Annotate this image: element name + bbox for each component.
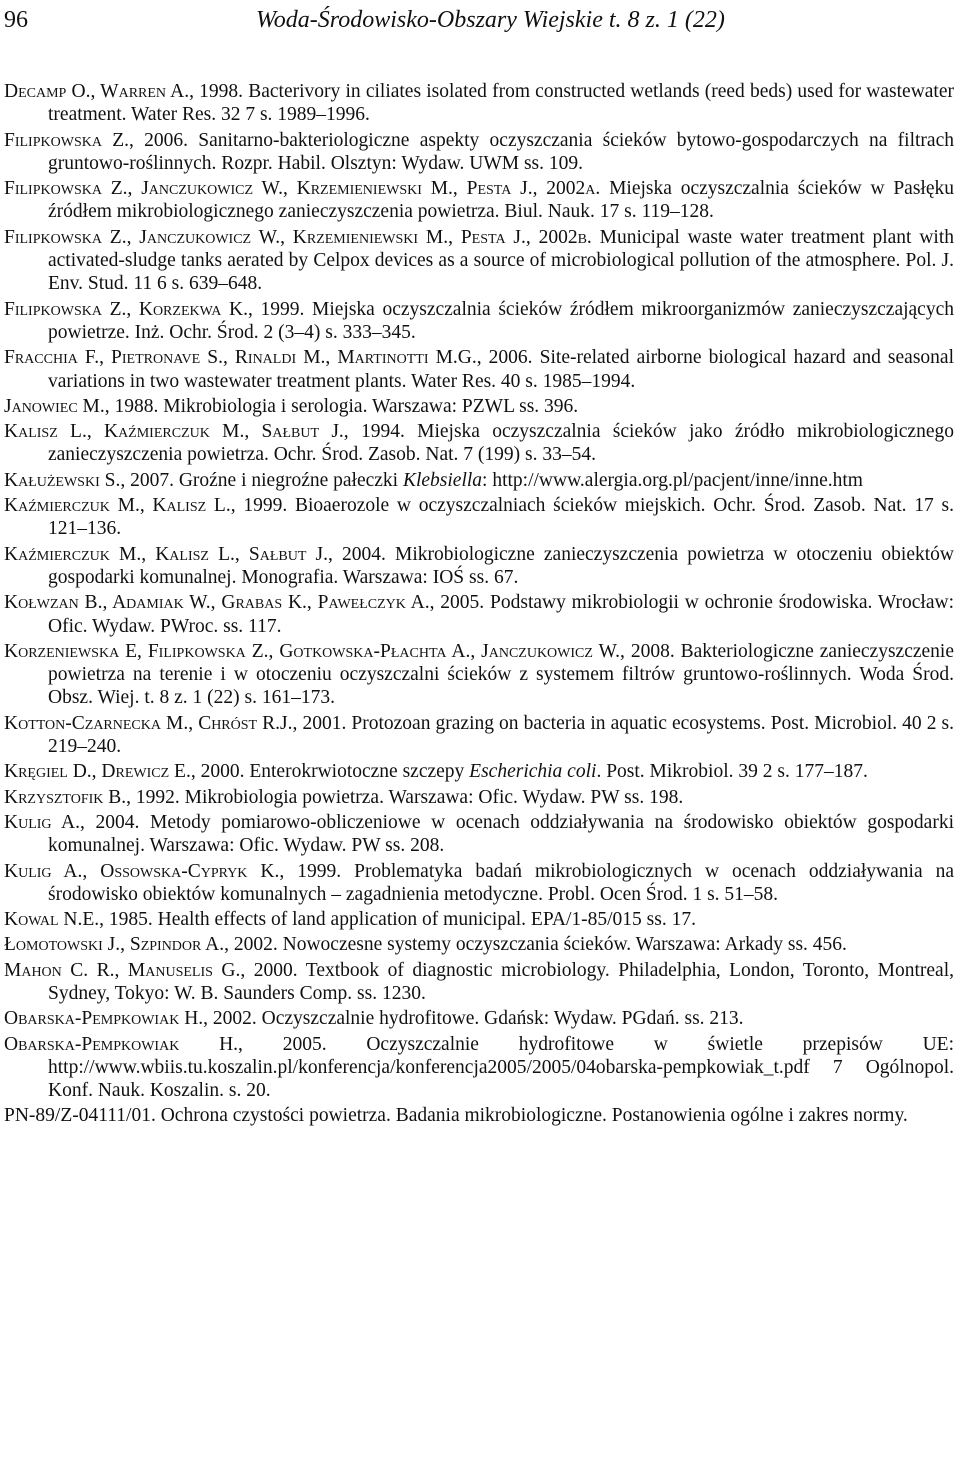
reference-entry <box>4 129 954 176</box>
reference-entry <box>4 494 954 541</box>
reference-authors: Kałużewski S., 2007. <box>4 469 174 491</box>
reference-authors: Kołwzan B., Adamiak W., Grabas K., Pawełczyk A., 2005. <box>4 592 485 614</box>
reference-text: . Post. Mikrobiol. 39 2 s. 177–187. <box>596 761 868 783</box>
reference-authors: Decamp O., Warren A., 1998. <box>4 81 244 102</box>
journal-title: Woda-Środowisko-Obszary Wiejskie t. 8 z. 1 (22) <box>256 7 725 33</box>
reference-text: Groźne i niegroźne pałeczki <box>173 469 403 491</box>
reference-authors: Kulig A., Ossowska-Cypryk K., 1999. <box>4 860 342 882</box>
reference-text: Health effects of land application of municipal. EPA/1-85/015 ss. 17. <box>152 909 696 931</box>
reference-authors: Mahon C. R., Manuselis G., 2000. <box>4 959 298 981</box>
reference-text: Oczyszczalnie hydrofitowe w świetle przepisów UE: http://www.wbiis.tu.koszalin.pl/konferencja/konferencja2005/2005/04obarska-pempkowiak_t.pdf 7 Ogólnopol. Konf. Nauk. Koszalin. s. 20. <box>48 1033 954 1102</box>
reference-text: PN-89/Z-04111/01. Ochrona czystości powietrza. Badania mikrobiologiczne. Postanowienia ogólne i zakres normy. <box>4 1105 908 1127</box>
reference-authors: Filipkowska Z., Korzekwa K., 1999. <box>4 298 305 320</box>
reference-text: Mikrobiologiczne zanieczyszczenia powietrza w otoczeniu obiektów gospodarki komunalnej. Monografia. Warszawa: IOŚ ss. 67. <box>48 543 954 588</box>
reference-authors: Kaźmierczuk M., Kalisz L., Sałbut J., 2004. <box>4 543 386 565</box>
reference-authors: Obarska-Pempkowiak H., 2005. <box>4 1033 327 1055</box>
reference-authors: Kowal N.E., 1985. <box>4 909 153 931</box>
reference-text: Mikrobiologia i serologia. Warszawa: PZWL ss. 396. <box>158 395 579 417</box>
reference-list <box>4 80 954 1130</box>
reference-entry <box>4 395 954 418</box>
reference-text: Metody pomiarowo-obliczeniowe w ocenach oddziaływania na środowisko obiektów gospodarki komunalnej. Warszawa: Ofic. Wydaw. PW ss. 208. <box>48 811 954 857</box>
reference-entry <box>4 860 954 907</box>
reference-authors: Filipkowska Z., Janczukowicz W., Krzemieniewski M., Pesta J., 2002a. <box>4 178 601 200</box>
reference-text: Podstawy mikrobiologii w ochronie środowiska. Wrocław: Ofic. Wydaw. PWroc. ss. 117. <box>48 592 954 637</box>
reference-authors: Kulig A., 2004. <box>4 811 140 833</box>
reference-entry <box>4 640 954 710</box>
reference-italic-term: Escherichia coli <box>469 761 597 783</box>
reference-entry <box>4 346 954 393</box>
reference-entry <box>4 1007 954 1030</box>
reference-text: Municipal waste water treatment plant with activated-sludge tanks aerated by Celpox devices as a source of microbiological pollution of the atmosphere. Pol. J. Env. Stud. 11 6 s. 639–648. <box>48 226 954 295</box>
reference-entry <box>4 226 954 296</box>
reference-authors: Łomotowski J., Szpindor A., 2002. <box>4 934 278 956</box>
reference-authors: Janowiec M., 1988. <box>4 395 159 417</box>
reference-entry <box>4 811 954 858</box>
reference-text: Bakteriologiczne zanieczyszczenie powietrza na terenie i w otoczeniu oczyszczalni ścieków z systemem filtrów gruntowo-roślinnych. Woda Środ. Obsz. Wiej. t. 8 z. 1 (22) s. 161–173. <box>48 640 954 709</box>
reference-authors: Fracchia F., Pietronave S., Rinaldi M., Martinotti M.G., 2006. <box>4 347 533 369</box>
reference-entry <box>4 1033 954 1103</box>
reference-text: Miejska oczyszczalnia ścieków źródłem mikroorganizmów zanieczyszczających powietrze. Inż. Ochr. Środ. 2 (3–4) s. 333–345. <box>48 298 954 343</box>
reference-entry <box>4 786 954 809</box>
reference-text: Nowoczesne systemy oczyszczania ścieków. Warszawa: Arkady ss. 456. <box>277 934 847 956</box>
reference-text: Bacterivory in ciliates isolated from constructed wetlands (reed beds) used for wastewater treatment. Water Res. 32 7 s. 1989–1996. <box>48 81 954 126</box>
reference-authors: Filipkowska Z., 2006. <box>4 129 189 151</box>
reference-authors: Obarska-Pempkowiak H., 2002. <box>4 1008 257 1030</box>
reference-text: Protozoan grazing on bacteria in aquatic ecosystems. Post. Microbiol. 40 2 s. 219–240. <box>48 712 955 758</box>
reference-text: Textbook of diagnostic microbiology. Philadelphia, London, Toronto, Montreal, Sydney, Tokyo: W. B. Saunders Comp. ss. 1230. <box>48 959 954 1004</box>
reference-entry <box>4 543 954 590</box>
reference-entry <box>4 1104 954 1127</box>
reference-authors: Kotton-Czarnecka M., Chróst R.J., 2001. <box>4 712 347 734</box>
reference-entry <box>4 298 954 345</box>
reference-text: Mikrobiologia powietrza. Warszawa: Ofic. Wydaw. PW ss. 198. <box>179 786 684 808</box>
reference-authors: Korzeniewska E, Filipkowska Z., Gotkowska-Płachta A., Janczukowicz W., 2008. <box>4 640 675 662</box>
reference-authors: Kaźmierczuk M., Kalisz L., 1999. <box>4 495 288 517</box>
reference-text: Miejska oczyszczalnia ścieków jako źródło mikrobiologicznego zanieczyszczenia powietrza. Ochr. Środ. Zasob. Nat. 7 (199) s. 33–54. <box>48 421 954 466</box>
reference-entry <box>4 760 954 783</box>
reference-authors: Kręgiel D., Drewicz E., 2000. <box>4 761 245 783</box>
reference-text: Problematyka badań mikrobiologicznych w ocenach oddziaływania na środowisko obiektów komunalnych – zagadnienia metodyczne. Probl. Ocen Środ. 1 s. 51–58. <box>48 860 954 905</box>
reference-italic-term: Klebsiella <box>402 469 483 491</box>
reference-entry <box>4 908 954 931</box>
page-number: 96 <box>4 7 28 33</box>
reference-entry <box>4 80 954 127</box>
reference-text: Enterokrwiotoczne szczepy <box>244 761 470 783</box>
reference-entry <box>4 933 954 956</box>
reference-entry <box>4 712 954 759</box>
reference-authors: Filipkowska Z., Janczukowicz W., Krzemieniewski M., Pesta J., 2002b. <box>4 226 592 248</box>
reference-authors: Kalisz L., Kaźmierczuk M., Sałbut J., 1994. <box>4 421 405 443</box>
page-header <box>4 4 950 40</box>
reference-text: Oczyszczalnie hydrofitowe. Gdańsk: Wydaw. PGdań. ss. 213. <box>256 1008 744 1030</box>
reference-entry <box>4 591 954 638</box>
reference-text: Sanitarno-bakteriologiczne aspekty oczyszczania ścieków bytowo-gospodarczych na filtrach gruntowo-roślinnych. Rozpr. Habil. Olsztyn: Wydaw. UWM ss. 109. <box>48 129 954 174</box>
reference-authors: Krzysztofik B., 1992. <box>4 786 180 808</box>
reference-entry <box>4 959 954 1006</box>
reference-entry <box>4 177 954 224</box>
reference-text: Site-related airborne biological hazard and seasonal variations in two wastewater treatment plants. Water Res. 40 s. 1985–1994. <box>48 347 954 392</box>
reference-text: Miejska oczyszczalnia ścieków w Pasłęku źródłem mikrobiologicznego zanieczyszczenia powietrza. Biul. Nauk. 17 s. 119–128. <box>48 178 954 223</box>
reference-entry <box>4 420 954 467</box>
reference-text: : http://www.alergia.org.pl/pacjent/inne/inne.htm <box>482 469 863 491</box>
reference-entry <box>4 469 954 492</box>
reference-text: Bioaerozole w oczyszczalniach ścieków miejskich. Ochr. Środ. Zasob. Nat. 17 s. 121–136. <box>48 495 954 540</box>
